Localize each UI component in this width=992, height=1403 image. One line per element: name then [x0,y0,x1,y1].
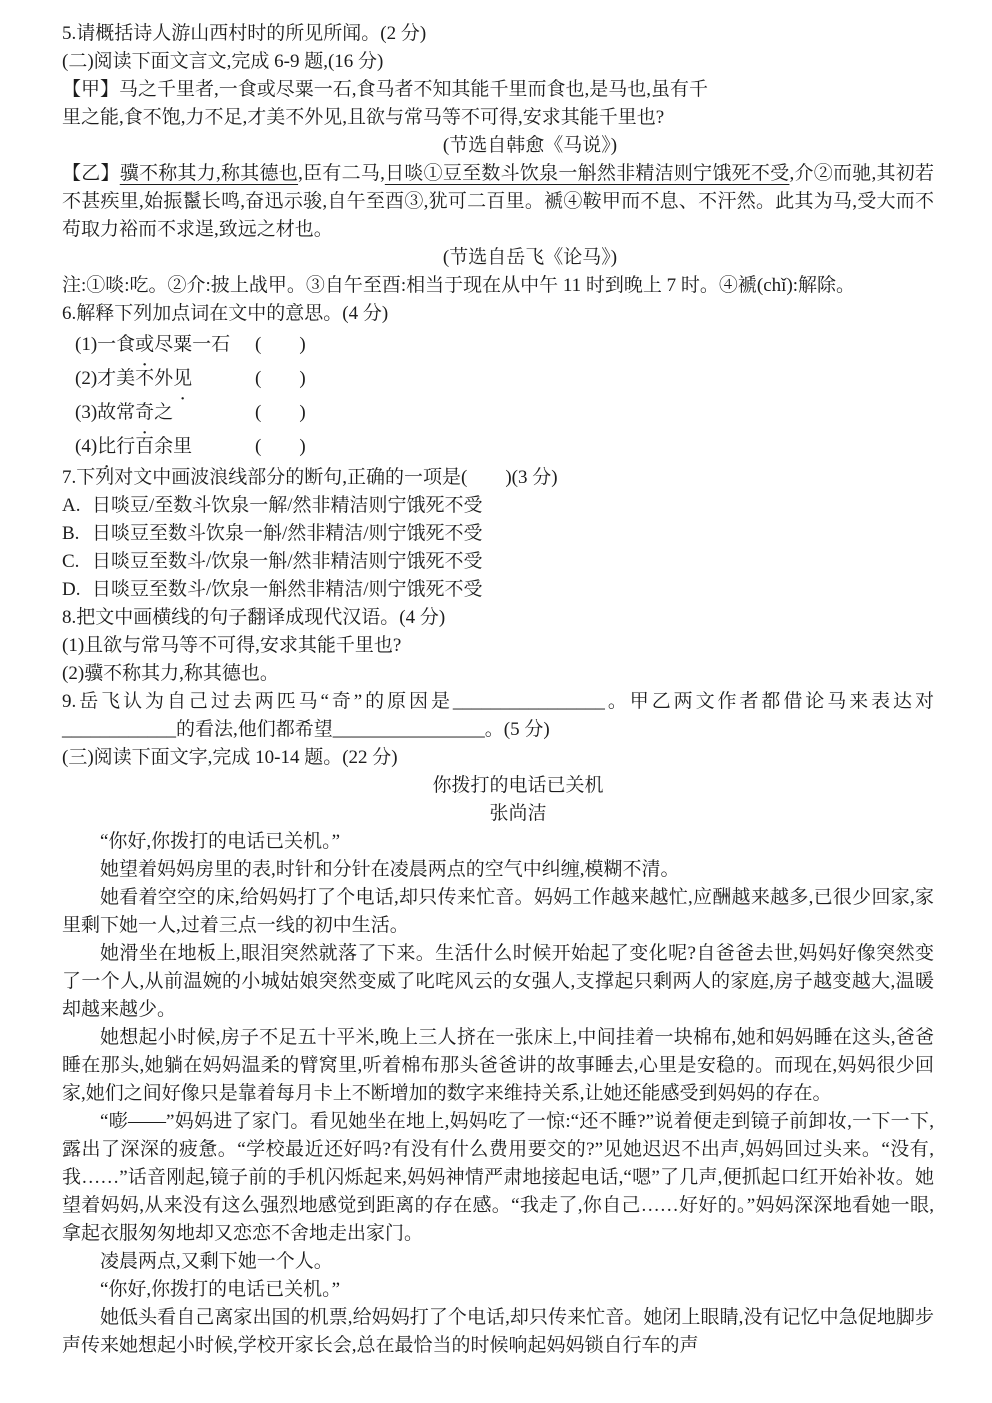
option-b-label: B. [62,523,80,544]
passage-yi-tag: 【乙】 [62,163,120,184]
q6-pre-4: (4) [75,436,98,457]
option-a-text: 日啖豆/至数斗饮泉一解/然非精洁则宁饿死不受 [92,495,483,516]
story-paragraph-4: 她滑坐在地板上,眼泪突然就落了下来。生活什么时候开始起了变化呢?自爸爸去世,妈妈好像突然变了一个人,从前温婉的小城姑娘突然变威了叱咤风云的女强人,支撑起只剩两人的家庭,房子越变越大,温暖却越来越少。 [62,943,934,1020]
question-6-item-3 [62,396,934,430]
passage-jia-line-1: 【甲】马之千里者,一食或尽粟一石,食马者不知其能千里而食也,是马也,虽有千 [62,79,709,100]
q6-phrase-3 [75,396,255,430]
q6-pre-3: (3)故常 [75,402,136,423]
story-paragraph-7: 凌晨两点,又剩下她一个人。 [100,1251,333,1272]
section-3-header: (三)阅读下面文字,完成 10-14 题。(22 分) [62,747,398,768]
option-c-label: C. [62,551,80,572]
q6-phrase-2 [75,362,255,396]
q6-phrase-4 [75,430,255,464]
option-d-text: 日啖豆至数斗/饮泉一斛然非精洁/则宁饿死不受 [92,579,483,600]
question-7-stem: 7.下列对文中画波浪线部分的断句,正确的一项是( )(3 分) [62,467,558,488]
story-paragraph-3: 她看着空空的床,给妈妈打了个电话,却只传来忙音。妈妈工作越来越忙,应酬越来越多,已很少回家,家里剩下她一人,过着三点一线的初中生活。 [62,887,934,936]
question-6-item-2 [62,362,934,396]
story-paragraph-6: “嘭——”妈妈进了家门。看见她坐在地上,妈妈吃了一惊:“还不睡?”说着便走到镜子前卸妆,一下一下,露出了深深的疲惫。“学校最近还好吗?有没有什么费用要交的?”见她迟迟不出声,妈妈回过头来。“没有,我……”话音刚起,镜子前的手机闪烁起来,妈妈神情严肃地接起电话,“嗯”了几声,便抓起口红开始补妆。她望着妈妈,从来没有这么强烈地感觉到距离的存在感。“我走了,你自己……好好的。”妈妈深深地看她一眼,拿起衣服匆匆地却又恋恋不舍地走出家门。 [62,1111,934,1244]
question-7-option-a [62,492,934,520]
q6-dotted-char-1: 或 [135,334,155,355]
story-paragraph-1: “你好,你拨打的电话已关机。” [100,831,341,852]
passage-yi-underlined-1: 骥不称其力,称其德也 [119,163,299,184]
story-paragraph-2: 她望着妈妈房里的表,时针和分针在凌晨两点的空气中纠缠,模糊不清。 [100,859,680,880]
passage-yi [62,160,934,244]
passage-jia-line-2: 里之能,食不饱,力不足,才美不外见,且欲与常马等不可得,安求其能千里也? [62,107,665,128]
question-8-item-1: (1)且欲与常马等不可得,安求其能千里也? [62,635,402,656]
q6-post-4: 行百余里 [116,436,193,457]
story-paragraph-8: “你好,你拨打的电话已关机。” [100,1279,341,1300]
q6-answer-blank-3: ( ) [255,402,306,423]
question-7-option-d [62,576,934,604]
q6-dotted-char-3: 奇 [135,402,155,423]
story-paragraph-9: 她低头看自己离家出国的机票,给妈妈打了个电话,却只传来忙音。她闭上眼睛,没有记忆中急促地脚步声传来她想起小时候,学校开家长会,总在最恰当的时候响起妈妈锁自行车的声 [62,1307,934,1356]
q6-pre-2: (2)才美不外 [75,368,174,389]
question-6-item-1 [62,328,934,362]
question-8-item-2: (2)骥不称其力,称其德也。 [62,663,279,684]
passage-notes: 注:①啖:吃。②介:披上战甲。③自午至酉:相当于现在从中午 11 时到晚上 7 时。④褫(chǐ):解除。 [62,275,856,296]
option-d-label: D. [62,579,81,600]
option-c-text: 日啖豆至数斗/饮泉一斛/然非精洁则宁饿死不受 [92,551,483,572]
q6-pre-1: (1)一食 [75,334,136,355]
q6-dotted-char-2: 见 [173,368,193,389]
question-6-item-4 [62,430,934,464]
q6-post-1: 尽粟一石 [154,334,231,355]
section-2-header: (二)阅读下面文言文,完成 6-9 题,(16 分) [62,51,384,72]
story-author: 张尚洁 [489,803,547,824]
q6-answer-blank-2: ( ) [255,368,306,389]
story-title: 你拨打的电话已关机 [432,775,604,796]
q6-answer-blank-1: ( ) [255,334,306,355]
passage-yi-rest: ,介②而驰,其初若不甚疾里,始振鬣长鸣,奋迅示骏,自午至酉③,犹可二百里。褫④鞍甲而不息、不汗然。此其为马,受大而不苟取力裕而不求逞,致远之材也。 [62,163,934,240]
question-8-stem: 8.把文中画横线的句子翻译成现代汉语。(4 分) [62,607,446,628]
passage-yi-underlined-2: 日啖①豆至数斗饮泉一斛然非精洁则宁饿死不受 [384,163,790,184]
story-paragraph-5: 她想起小时候,房子不足五十平米,晚上三人挤在一张床上,中间挂着一块棉布,她和妈妈睡在这头,爸爸睡在那头,她躺在妈妈温柔的臂窝里,听着棉布那头爸爸讲的故事睡去,心里是安稳的。而现在,妈妈很少回家,她们之间好像只是靠着每月卡上不断增加的数字来维持关系,让她还能感受到妈妈的存在。 [62,1027,934,1104]
question-6-stem: 6.解释下列加点词在文中的意思。(4 分) [62,303,389,324]
question-5: 5.请概括诗人游山西村时的所见所闻。(2 分) [62,23,427,44]
q6-post-3: 之 [154,402,174,423]
q6-phrase-1 [75,328,255,362]
q6-dotted-char-4: 比 [97,436,117,457]
option-b-text: 日啖豆至数斗饮泉一斛/然非精洁/则宁饿死不受 [92,523,483,544]
option-a-label: A. [62,495,81,516]
q6-answer-blank-4: ( ) [255,436,306,457]
question-7-option-c [62,548,934,576]
passage-jia-source: (节选自韩愈《马说》) [442,135,618,156]
passage-yi-mid: ,臣有二马, [298,163,385,184]
question-9: 9.岳飞认为自己过去两匹马“奇”的原因是________________。甲乙两文作者都借论马来表达对____________的看法,他们都希望________________。(5 分) [62,691,934,740]
question-7-option-b [62,520,934,548]
passage-yi-source: (节选自岳飞《论马》) [442,247,618,268]
